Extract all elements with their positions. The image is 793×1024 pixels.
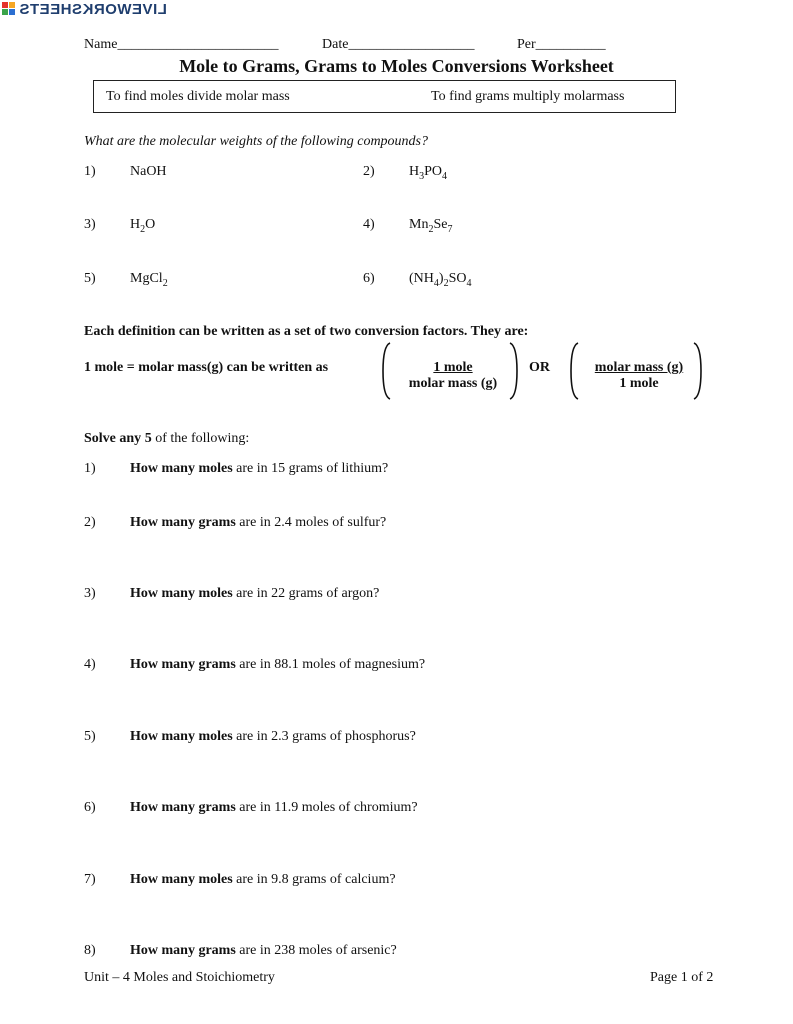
question-text	[130, 657, 425, 673]
formula-text: H	[409, 164, 420, 179]
name-field[interactable]	[84, 37, 278, 53]
solve-prompt-prefix: Solve any	[84, 431, 145, 446]
name-blank[interactable]: _______________________	[117, 37, 279, 52]
formula-subscript: 2	[162, 277, 168, 289]
question-keyword: How many grams	[130, 515, 236, 530]
formula-subscript: 4	[442, 170, 448, 182]
question-number: 5)	[84, 729, 96, 744]
name-label: Name	[84, 37, 118, 52]
period-field[interactable]	[517, 37, 606, 53]
question-text	[130, 943, 397, 959]
compound-number: 5)	[84, 271, 96, 286]
period-blank[interactable]: __________	[535, 37, 606, 52]
conversion-factor-2	[580, 360, 698, 392]
question-detail: are in 15 grams of lithium?	[232, 461, 389, 476]
compound-formula	[409, 271, 471, 289]
conversion-factor-1	[392, 360, 514, 392]
question-number: 7)	[84, 872, 96, 887]
compound-formula	[130, 271, 168, 289]
footer-page-number: Page 1 of 2	[650, 970, 714, 985]
formula-subscript: 2	[428, 223, 434, 235]
compound-number: 1)	[84, 164, 96, 179]
logo-squares-icon	[2, 2, 16, 16]
formula-text: MgCl	[130, 271, 163, 286]
compound-formula	[409, 217, 452, 235]
formula-text: O	[145, 217, 156, 232]
factor1-denominator: molar mass (g)	[408, 376, 498, 391]
formula-subscript: 4	[433, 277, 439, 289]
formula-text: Se	[433, 217, 448, 232]
formula-text: Mn	[409, 217, 429, 232]
period-label: Per	[517, 37, 536, 52]
solve-prompt-count: 5	[144, 431, 152, 446]
solve-prompt-suffix: of the following:	[151, 431, 250, 446]
question-text	[130, 461, 388, 477]
question-keyword: How many grams	[130, 657, 236, 672]
formula-text: SO	[448, 271, 467, 286]
question-keyword: How many grams	[130, 800, 236, 815]
date-blank[interactable]: __________________	[348, 37, 475, 52]
question-keyword: How many moles	[130, 586, 233, 601]
compound-number: 4)	[363, 217, 375, 232]
formula-subscript: 7	[447, 223, 453, 235]
question-detail: are in 88.1 moles of magnesium?	[235, 657, 426, 672]
question-keyword: How many moles	[130, 729, 233, 744]
question-text	[130, 515, 386, 531]
question-number: 3)	[84, 586, 96, 601]
question-number: 1)	[84, 461, 96, 476]
question-number: 4)	[84, 657, 96, 672]
factor1-left-bracket	[382, 342, 392, 400]
compound-number: 2)	[363, 164, 375, 179]
question-text	[130, 586, 379, 602]
compound-formula	[130, 217, 155, 235]
hint-moles: To find moles divide molar mass	[106, 89, 290, 104]
factor2-denominator: 1 mole	[619, 376, 659, 391]
question-keyword: How many moles	[130, 461, 233, 476]
question-text	[130, 729, 416, 745]
liveworksheets-logo	[2, 1, 167, 18]
solve-prompt	[84, 431, 249, 447]
compound-number: 6)	[363, 271, 375, 286]
question-detail: are in 11.9 moles of chromium?	[235, 800, 418, 815]
molecular-weights-prompt: What are the molecular weights of the following compounds?	[84, 134, 429, 149]
date-label: Date	[322, 37, 349, 52]
formula-text: )	[438, 271, 444, 286]
formula-subscript: 4	[466, 277, 472, 289]
formula-subscript: 2	[140, 223, 146, 235]
worksheet-title: Mole to Grams, Grams to Moles Conversions Worksheet	[179, 56, 614, 76]
factor2-left-bracket	[570, 342, 580, 400]
footer-unit: Unit – 4 Moles and Stoichiometry	[84, 970, 275, 985]
formula-text: NaOH	[130, 164, 167, 179]
question-number: 2)	[84, 515, 96, 530]
formula-text: (NH	[409, 271, 434, 286]
conversion-equation: 1 mole = molar mass(g) can be written as	[84, 360, 329, 375]
compound-formula	[130, 164, 167, 180]
factor2-right-bracket	[692, 342, 702, 400]
or-label: OR	[529, 360, 550, 375]
question-text	[130, 800, 418, 816]
question-detail: are in 9.8 grams of calcium?	[232, 872, 396, 887]
question-keyword: How many grams	[130, 943, 236, 958]
factor1-right-bracket	[508, 342, 518, 400]
factor1-numerator: 1 mole	[433, 360, 473, 375]
compound-number: 3)	[84, 217, 96, 232]
formula-text: PO	[424, 164, 443, 179]
formula-text: H	[130, 217, 141, 232]
question-text	[130, 872, 396, 888]
hint-grams: To find grams multiply molarmass	[431, 89, 625, 104]
question-detail: are in 22 grams of argon?	[232, 586, 380, 601]
logo-text: LIVEWORKSHEETS	[19, 1, 167, 18]
factor2-numerator: molar mass (g)	[594, 360, 684, 375]
question-number: 8)	[84, 943, 96, 958]
conversion-intro: Each definition can be written as a set of two conversion factors. They are:	[84, 324, 529, 339]
question-detail: are in 2.3 grams of phosphorus?	[232, 729, 416, 744]
formula-subscript: 3	[419, 170, 425, 182]
compound-formula	[409, 164, 447, 182]
formula-subscript: 2	[443, 277, 449, 289]
question-number: 6)	[84, 800, 96, 815]
question-detail: are in 238 moles of arsenic?	[235, 943, 397, 958]
question-detail: are in 2.4 moles of sulfur?	[235, 515, 387, 530]
date-field[interactable]	[322, 37, 474, 53]
question-keyword: How many moles	[130, 872, 233, 887]
